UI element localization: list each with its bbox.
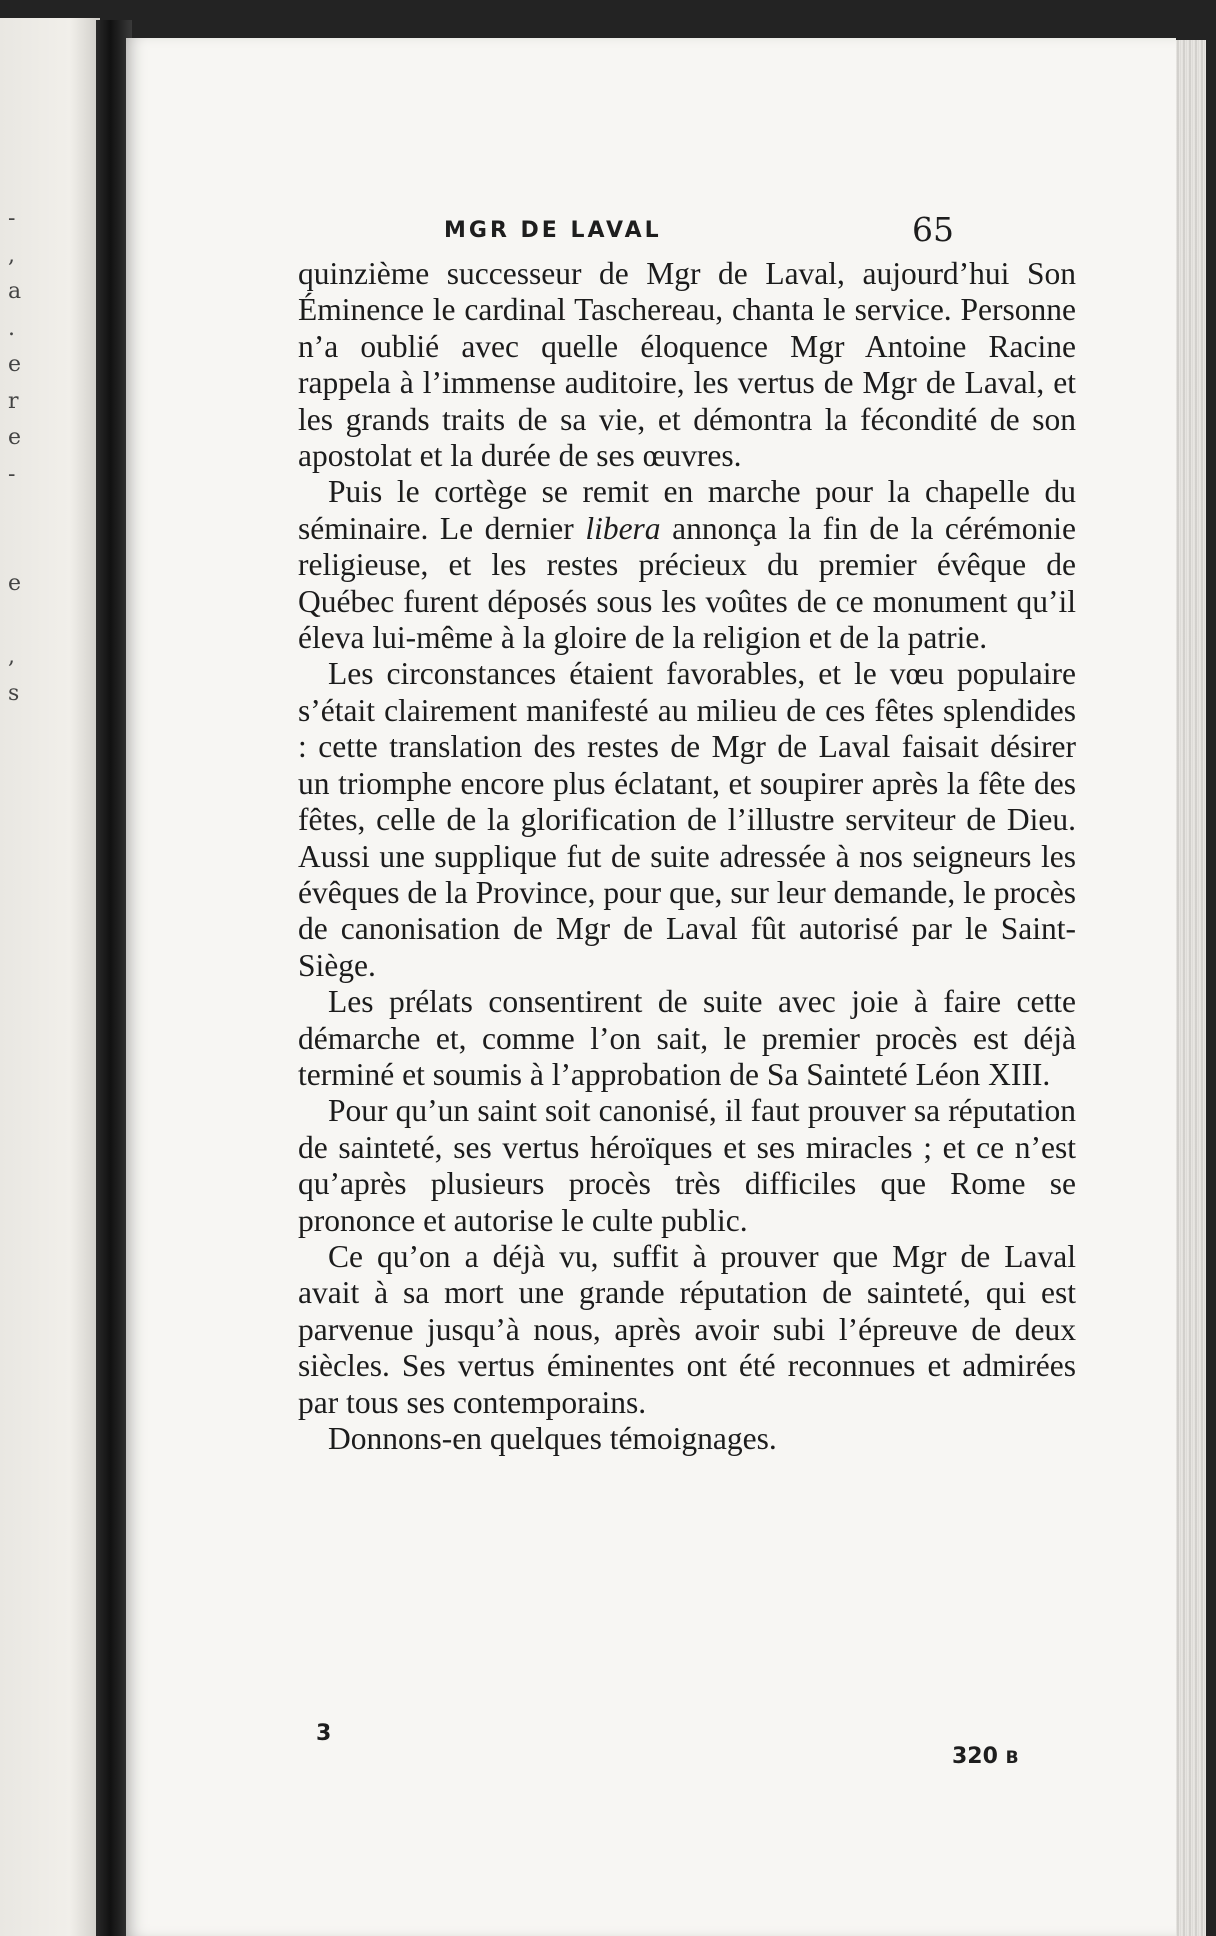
catalog-letter: B: [1005, 1748, 1019, 1768]
paragraph-2-text: Puis le cortège se remit en marche pour la chapelle du séminaire. Le dernier libera annonça la fin de la cérémonie religieuse, et les restes précieux du premier évêque de Québec furent déposés sous les voûtes de ce monument qu’il éleva lui-même à la gloire de la religion et de la patrie.: [298, 474, 1076, 656]
fragment-mark: e: [8, 425, 22, 450]
paragraph-4: Les prélats consentirent de suite avec joie à faire cette démarche et, comme l’on sait, le premier procès est déjà terminé et soumis à l’approbation de Sa Sainteté Léon XIII.: [298, 984, 1076, 1092]
book-page: [126, 38, 1176, 1936]
paragraph-2: [298, 474, 1076, 656]
fragment-mark: -: [8, 206, 16, 231]
page-number: 65: [912, 210, 954, 249]
fragment-mark: ,: [8, 644, 15, 669]
fragment-mark: s: [8, 681, 20, 706]
fragment-mark: -: [8, 462, 16, 487]
page-header: [126, 174, 1176, 249]
fragment-mark: e: [8, 352, 22, 377]
paragraph-3: Les circonstances étaient favorables, et le vœu populaire s’était clairement manifesté au milieu de ces fêtes splendides : cette translation des restes de Mgr de Laval faisait désirer un triomphe encore plus éclatant, et soupirer après la fête des fêtes, celle de la glorification de l’illustre serviteur de Dieu. Aussi une supplique fut de suite adressée à nos seigneurs les évêques de la Province, pour que, sur leur demande, le procès de canonisation de Mgr de Laval fût autorisé par le Saint-Siège.: [298, 656, 1076, 983]
running-head: MGR DE LAVAL: [444, 218, 662, 243]
italic-word: libera: [585, 510, 661, 546]
paragraph-7: Donnons-en quelques témoignages.: [328, 1421, 777, 1456]
catalog-number-value: 320: [952, 1744, 998, 1769]
paragraph-1: quinzième successeur de Mgr de Laval, aujourd’hui Son Éminence le cardinal Taschereau, chanta le service. Personne n’a oublié avec quelle éloquence Mgr Antoine Racine rappela à l’immense auditoire, les vertus de Mgr de Laval, et les grands traits de sa vie, et démontra la fécondité de son apostolat et la durée de ses œuvres.: [298, 256, 1076, 474]
paragraph-5: Pour qu’un saint soit canonisé, il faut prouver sa réputation de sainteté, ses vertus héroïques et ses miracles ; et ce n’est qu’après plusieurs procès très difficiles que Rome se prononce et autorise le culte public.: [298, 1093, 1076, 1238]
signature-mark: 3: [316, 1721, 332, 1746]
fragment-mark: ,: [8, 243, 15, 268]
fragment-mark: a: [8, 279, 22, 304]
fragment-mark: r: [8, 389, 19, 414]
fragment-mark: e: [8, 571, 22, 596]
body-text: [298, 256, 1076, 1457]
previous-page-text-fragments: [0, 18, 100, 1936]
fragment-mark: .: [8, 316, 15, 341]
paragraph-6: Ce qu’on a déjà vu, suffit à prouver que Mgr de Laval avait à sa mort une grande réputation de sainteté, qui est parvenue jusqu’à nous, après avoir subi l’épreuve de deux siècles. Ses vertus éminentes ont été reconnues et admirées par tous ses contemporains.: [298, 1238, 1076, 1420]
catalog-number: [952, 1744, 1019, 1769]
previous-page-edge: [0, 18, 100, 1936]
